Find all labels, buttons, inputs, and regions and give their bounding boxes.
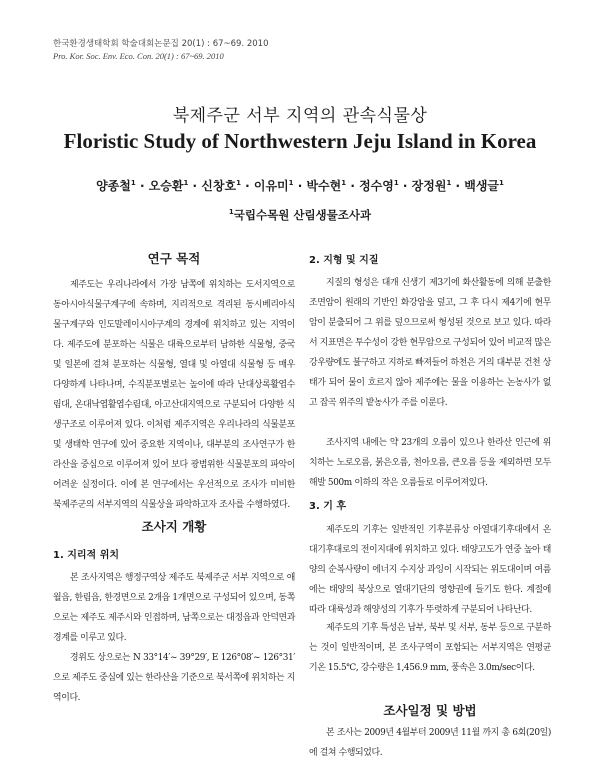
section-title-purpose: 연구 목적 (147, 251, 201, 266)
author-name: 이유미 (253, 179, 289, 193)
author-separator: · (297, 179, 303, 193)
journal-citation-english: Pro. Kor. Soc. Env. Eco. Con. 20(1) : 67~69. 2010 (53, 51, 224, 61)
paper-title-korean: 북제주군 서부 지역의 관속식물상 (172, 106, 428, 126)
subsection-title-climate: 3. 기 후 (309, 501, 347, 512)
author-affil-mark: 1 (130, 179, 136, 187)
author-name: 오승환 (148, 179, 184, 193)
purpose-paragraph: 제주도는 우리나라에서 가장 남쪽에 위치하는 도서지역으로 동아시아식물구계구에 속하며, 지리적으로 격리된 동시베리아식물구계구와 인도말레이시아구계의 경계에 위치하고 있는 지역이다. 제주도에 분포하는 식물은 대륙으로부터 남하한 식물형, 중국 및 일본에 걸쳐 분포하는 식물형, 열대 및 아열대 식물형 등 매우 다양하게 나타나며, 수직분포별로는 높이에 따라 난대상록활엽수림대, 온대낙엽활엽수림대, 아고산대지역으로 구분되어 다양한 식생구조로 이루어져 있다. 이처럼 제주지역은 우리나라의 식물분포 및 생태학 연구에 있어 중요한 지역이나, 대부분의 조사연구가 한라산을 중심으로 이루어져 있어 보다 광범위한 식물분포의 파악이 어려운 실정이다. 이에 본 연구에서는 우선적으로 조사가 미비한 북제주군의 서부지역의 식물상을 파악하고자 조사를 수행하였다. (53, 280, 295, 510)
subsection-title-terrain: 2. 지형 및 지질 (309, 255, 379, 266)
paper-title-english: Floristic Study of Northwestern Jeju Island in Korea (63, 129, 537, 153)
journal-citation-korean: 한국환경생태학회 학술대회논문집 20(1) : 67~69. 2010 (53, 39, 269, 49)
author-separator: · (245, 179, 250, 193)
author-separator: · (402, 179, 408, 193)
author-affil-mark: 1 (446, 179, 452, 187)
author-name: 정수영 (359, 179, 394, 193)
author-affil-mark: 1 (499, 179, 504, 187)
author-name: 박수현 (306, 179, 342, 193)
author-name: 신창호 (201, 179, 237, 193)
author-separator: · (350, 179, 355, 193)
affiliation (0, 207, 600, 223)
section-title-overview: 조사지 개황 (141, 519, 207, 534)
author-affil-mark: 1 (183, 179, 189, 187)
schedule-paragraph: 본 조사는 2009년 4월부터 2009년 11월 까지 총 6회(20일)에 걸쳐 수행되었다. (309, 728, 551, 758)
coordinates-paragraph: 경위도 상으로는 N 33°14′~ 39°29′, E 126°08′~ 126°31′으로 제주도 중심에 있는 한라산을 기준으로 북서쪽에 위치하는 지역이다. (53, 653, 295, 703)
affiliation-name: 국립수목원 산림생물조사과 (233, 208, 372, 222)
author-affil-mark: 1 (341, 179, 347, 187)
author-list (0, 177, 600, 194)
location-paragraph: 본 조사지역은 행정구역상 제주도 북제주군 서부 지역으로 애월읍, 한림읍, 한경면으로 2개읍 1개면으로 구성되어 있으며, 동쪽으로는 제주도 제주시와 인접하며, 남쪽으로는 대정읍과 안덕면과 경계를 이루고 있다. (53, 573, 295, 643)
author-name: 양종철 (96, 179, 131, 193)
affiliation-mark: 1 (228, 208, 234, 216)
climate-stats-paragraph: 제주도의 기후 특성은 남부, 북부 및 서부, 동부 등으로 구분하는 것이 일반적이며, 본 조사구역이 포함되는 서부지역은 연평균 기온 15.5℃, 강수량은 1,456.9 mm, 풍속은 3.0m/sec이다. (309, 623, 551, 673)
oreum-paragraph: 조사지역 내에는 약 23개의 오름이 있으나 한라산 인근에 위치하는 노로오름, 붉은오름, 천아오름, 큰오름 등을 제외하면 모두 해발 500m 이하의 작은 오름들로 이루어져있다. (309, 438, 551, 488)
author-separator: · (455, 179, 461, 193)
terrain-paragraph: 지질의 형성은 대개 신생기 제3기에 화산활동에 의해 분출한 조면암이 원래의 기반인 화강암을 덮고, 그 후 다시 제4기에 현무암이 분출되어 그 위를 덮으므로써 형성된 것으로 보고 있다. 따라서 지표면은 투수성이 강한 현무암으로 구성되어 있어 비교적 많은 강우량에도 불구하고 지하로 빠져들어 하천은 거의 대부분 건천 상태가 되어 물이 흐르지 않아 제주에는 물을 이용하는 논농사가 없고 잡곡 위주의 밭농사가 주를 이룬다. (309, 278, 551, 408)
author-separator: · (192, 179, 198, 193)
author-affil-mark: 1 (236, 179, 241, 187)
section-title-schedule: 조사일정 및 방법 (383, 703, 477, 718)
author-name: 장정원 (411, 179, 447, 193)
author-name: 백생글 (464, 179, 500, 193)
author-affil-mark: 1 (288, 179, 294, 187)
author-affil-mark: 1 (393, 179, 399, 187)
climate-paragraph: 제주도의 기후는 일반적인 기후분류상 아열대기후대에서 온대기후대로의 전이지대에 위치하고 있다. 태양고도가 연중 높아 태양의 순복사량이 에너지 수지상 과잉이 시작되는 위도대이며 여름에는 태양의 북상으로 열대기단의 영향권에 들기도 한다. 계절에 따라 대륙성과 해양성의 기후가 뚜렷하게 구분되어 나타난다. (309, 525, 551, 615)
author-separator: · (139, 179, 145, 193)
subsection-title-location: 1. 지리적 위치 (53, 550, 120, 561)
